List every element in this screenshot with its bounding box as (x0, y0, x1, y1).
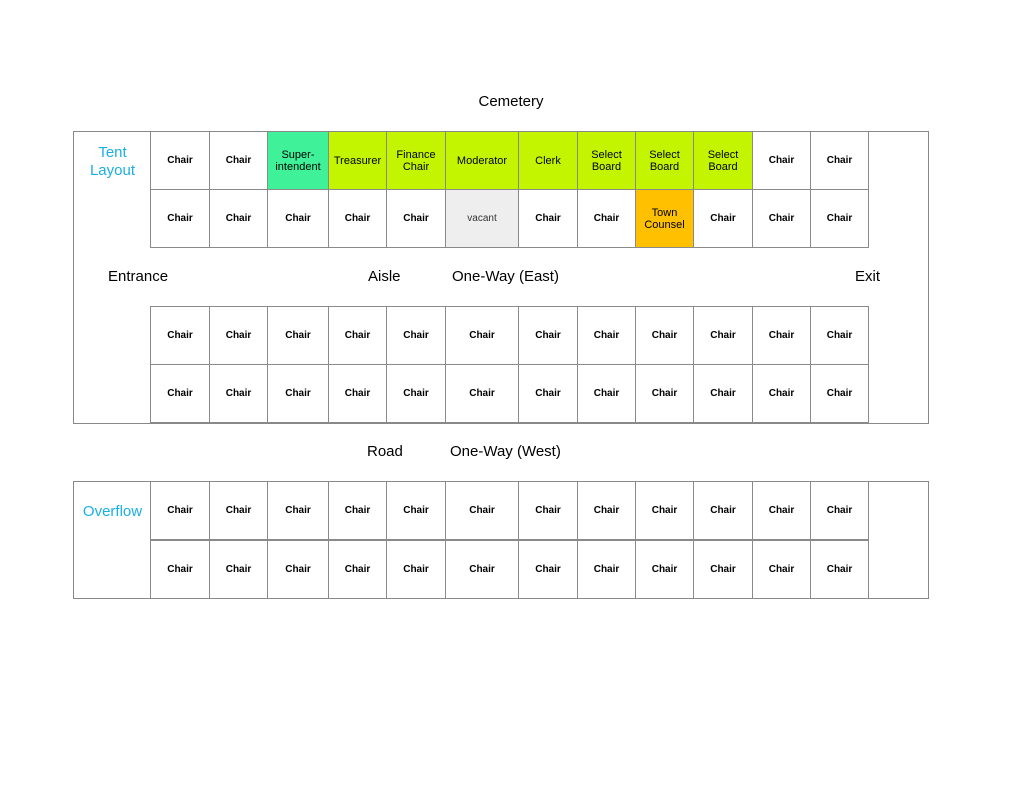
overflow-seat-r2-c5: Chair (386, 540, 446, 599)
overflow-title: Overflow (82, 503, 143, 520)
tent-seat-r1-c10: Select Board (693, 131, 753, 190)
tent-seat-r4-c7: Chair (518, 364, 578, 423)
overflow-seat-r2-c12: Chair (810, 540, 869, 599)
tent-seat-r1-c3: Super- intendent (267, 131, 329, 190)
overflow-seat-r1-c11: Chair (752, 481, 811, 540)
tent-seat-r1-c9: Select Board (635, 131, 694, 190)
tent-seat-r2-c1: Chair (150, 189, 210, 248)
tent-seat-r3-c7: Chair (518, 306, 578, 365)
tent-seat-r3-c5: Chair (386, 306, 446, 365)
tent-seat-r2-c10: Chair (693, 189, 753, 248)
overflow-seat-r2-c11: Chair (752, 540, 811, 599)
overflow-seat-r1-c7: Chair (518, 481, 578, 540)
tent-seat-r4-c12: Chair (810, 364, 869, 423)
tent-seat-r2-c2: Chair (209, 189, 268, 248)
overflow-seat-r1-c8: Chair (577, 481, 636, 540)
tent-seat-r3-c2: Chair (209, 306, 268, 365)
overflow-seat-r1-c10: Chair (693, 481, 753, 540)
tent-seat-r4-c2: Chair (209, 364, 268, 423)
tent-seat-r4-c11: Chair (752, 364, 811, 423)
tent-seat-r2-c6: vacant (445, 189, 519, 248)
tent-seat-r1-c4: Treasurer (328, 131, 387, 190)
tent-seat-r2-c12: Chair (810, 189, 869, 248)
tent-seat-r1-c2: Chair (209, 131, 268, 190)
tent-seat-r1-c1: Chair (150, 131, 210, 190)
tent-seat-r3-c11: Chair (752, 306, 811, 365)
tent-seat-r4-c5: Chair (386, 364, 446, 423)
tent-seat-r3-c12: Chair (810, 306, 869, 365)
one-way-west-label: One-Way (West) (450, 443, 561, 460)
overflow-seat-r1-c6: Chair (445, 481, 519, 540)
tent-seat-r4-c4: Chair (328, 364, 387, 423)
tent-seat-r3-c10: Chair (693, 306, 753, 365)
tent-layout-title: Tent Layout (89, 144, 136, 179)
cemetery-heading: Cemetery (478, 93, 544, 110)
overflow-seat-r2-c6: Chair (445, 540, 519, 599)
tent-seat-r1-c12: Chair (810, 131, 869, 190)
tent-seat-r4-c9: Chair (635, 364, 694, 423)
tent-seat-r1-c8: Select Board (577, 131, 636, 190)
tent-seat-r1-c7: Clerk (518, 131, 578, 190)
overflow-seat-r1-c9: Chair (635, 481, 694, 540)
overflow-seat-r2-c2: Chair (209, 540, 268, 599)
overflow-seat-r1-c4: Chair (328, 481, 387, 540)
overflow-seat-r1-c1: Chair (150, 481, 210, 540)
tent-seat-r2-c11: Chair (752, 189, 811, 248)
tent-seat-r1-c5: Finance Chair (386, 131, 446, 190)
tent-seat-r4-c1: Chair (150, 364, 210, 423)
overflow-seat-r2-c3: Chair (267, 540, 329, 599)
tent-seat-r3-c6: Chair (445, 306, 519, 365)
tent-seat-r2-c8: Chair (577, 189, 636, 248)
tent-seat-r4-c3: Chair (267, 364, 329, 423)
tent-seat-r4-c8: Chair (577, 364, 636, 423)
tent-seat-r1-c6: Moderator (445, 131, 519, 190)
overflow-seat-r2-c8: Chair (577, 540, 636, 599)
tent-seat-r2-c4: Chair (328, 189, 387, 248)
tent-seat-r2-c9: Town Counsel (635, 189, 694, 248)
tent-seat-r2-c5: Chair (386, 189, 446, 248)
tent-seat-r3-c9: Chair (635, 306, 694, 365)
one-way-east-label: One-Way (East) (452, 268, 559, 285)
overflow-seat-r2-c10: Chair (693, 540, 753, 599)
overflow-seat-r2-c1: Chair (150, 540, 210, 599)
overflow-seat-r1-c2: Chair (209, 481, 268, 540)
tent-seat-r3-c4: Chair (328, 306, 387, 365)
tent-seat-r2-c3: Chair (267, 189, 329, 248)
overflow-seat-r2-c9: Chair (635, 540, 694, 599)
tent-seat-r3-c8: Chair (577, 306, 636, 365)
overflow-seat-r2-c4: Chair (328, 540, 387, 599)
overflow-seat-r1-c3: Chair (267, 481, 329, 540)
aisle-label: Aisle (368, 268, 401, 285)
tent-seat-r4-c6: Chair (445, 364, 519, 423)
tent-seat-r3-c3: Chair (267, 306, 329, 365)
overflow-seat-r1-c5: Chair (386, 481, 446, 540)
road-label: Road (367, 443, 403, 460)
entrance-label: Entrance (108, 268, 169, 285)
overflow-seat-r1-c12: Chair (810, 481, 869, 540)
tent-seat-r1-c11: Chair (752, 131, 811, 190)
tent-seat-r3-c1: Chair (150, 306, 210, 365)
tent-seat-r4-c10: Chair (693, 364, 753, 423)
overflow-seat-r2-c7: Chair (518, 540, 578, 599)
exit-label: Exit (855, 268, 881, 285)
tent-seat-r2-c7: Chair (518, 189, 578, 248)
